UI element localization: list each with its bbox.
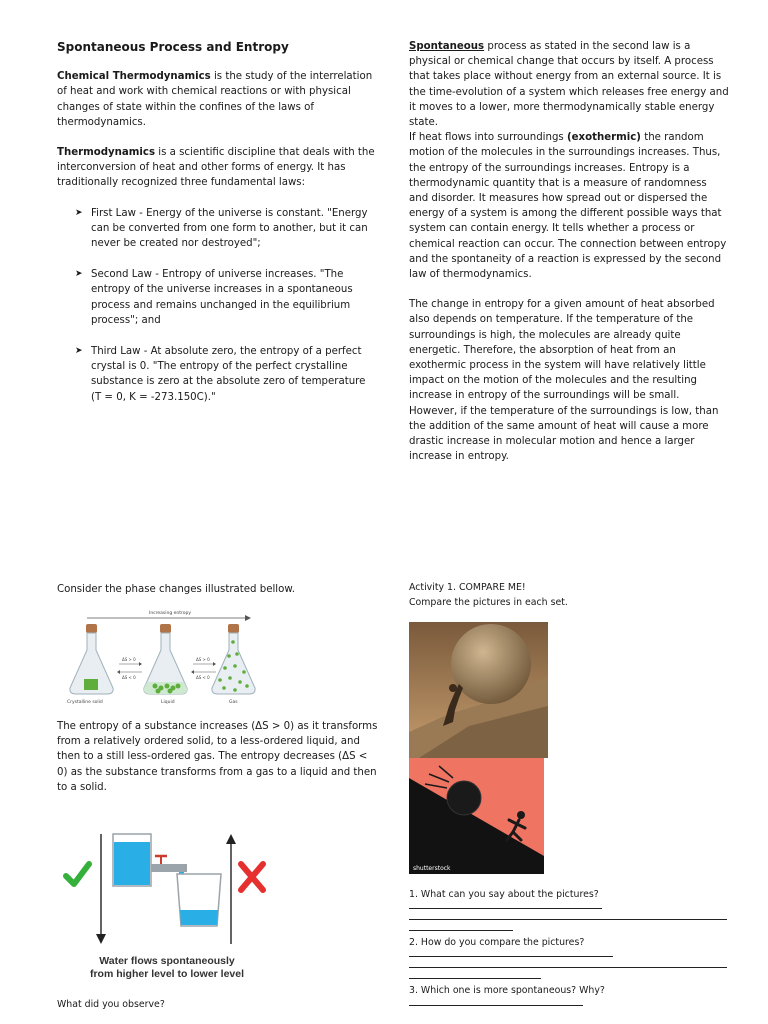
shutterstock-watermark: shutterstock	[413, 865, 451, 872]
cork-icon	[86, 624, 97, 633]
rolling-ball-icon	[447, 781, 481, 815]
thermo-paragraph	[57, 145, 379, 191]
upper-water-icon	[114, 842, 150, 885]
delta-s-positive-1: ΔS > 0	[122, 657, 136, 662]
spontaneous-text: process as stated in the second law is a physical or chemical change that occurs by itself. A process that takes place without energy from an external source. It is the time-evolution of a system which releases free energy and it moves to a lower, more thermodynamically stable energy state.	[409, 41, 729, 129]
chem-thermo-paragraph	[57, 69, 379, 130]
left-column	[57, 40, 379, 421]
answer-line[interactable]	[409, 1005, 583, 1006]
answer-line[interactable]	[409, 919, 727, 920]
chem-thermo-text: is the study of the interrelation of heat and work with chemical reactions or with physical changes of state within the confines of the laws of thermodynamics.	[57, 71, 373, 128]
spontaneous-paragraph	[409, 39, 729, 130]
ball-chase-photo	[409, 758, 544, 874]
reverse-arrow-icon	[117, 670, 120, 674]
law-item	[57, 344, 371, 405]
activity-title: Activity 1. COMPARE ME!	[409, 582, 526, 593]
cork-icon	[160, 624, 171, 633]
entropy-arrow-label: Increasing entropy	[149, 611, 192, 616]
label-gas: Gas	[229, 700, 238, 705]
law-item	[57, 267, 371, 328]
page-title: Spontaneous Process and Entropy	[57, 40, 289, 54]
spontaneous-term: Spontaneous	[409, 41, 485, 52]
laws-list	[57, 206, 379, 405]
entropy-arrowhead-icon	[245, 615, 251, 621]
delta-s-negative-2: ΔS < 0	[196, 675, 210, 680]
consider-text: Consider the phase changes illustrated bellow.	[57, 584, 295, 595]
reverse-arrow-icon	[191, 670, 194, 674]
chem-thermo-term: Chemical Thermodynamics	[57, 71, 211, 83]
law-text: Second Law - Entropy of universe increases. "The entropy of the universe increases in a spontaneous process and remains unchanged in the equilibrium process"; and	[91, 269, 353, 326]
water-caption-line2: from higher level to lower level	[89, 968, 245, 980]
cross-icon	[241, 864, 263, 890]
law-item	[57, 206, 371, 252]
exothermic-term: (exothermic)	[566, 132, 641, 144]
heat-text-2: the random motion of the molecules in the surroundings increases. Thus, the entropy of the surroundings increases. Entropy is a thermodynamic quantity that is a measure of randomness and disorder. It measures how spread out or dispersed the energy of a system is among the different possible ways that system can contain energy. It tells whether a process or chemical reaction can occur. The connection between entropy and the spontaneity of a reaction is expressed by the second law of thermodynamics.	[409, 132, 727, 281]
answer-line[interactable]	[409, 956, 613, 957]
question-1: 1. What can you say about the pictures?	[409, 889, 599, 900]
arrow-bullet-icon: ➤	[75, 207, 83, 218]
question-3: 3. Which one is more spontaneous? Why?	[409, 985, 605, 997]
entropy-paragraph: The entropy of a substance increases (ΔS > 0) as it transforms from a relatively ordered solid, to a less-ordered liquid, and then to a still less-ordered gas. The entropy decreases (ΔS < 0) as the substance transforms from a gas to a liquid and then to a solid.	[57, 721, 378, 793]
phase-change-figure	[57, 606, 257, 706]
label-crystalline-solid: Crystalline solid	[67, 700, 103, 705]
label-liquid: Liquid	[161, 700, 175, 705]
arrow-bullet-icon: ➤	[75, 269, 83, 280]
answer-line[interactable]	[409, 908, 602, 909]
check-icon	[66, 864, 89, 884]
arrow-bullet-icon: ➤	[75, 346, 83, 357]
down-arrow-icon	[96, 934, 106, 944]
heat-text-1: If heat flows into surroundings	[409, 132, 567, 144]
pipe-icon	[151, 864, 187, 872]
activity-instructions: Compare the pictures in each set.	[409, 597, 568, 608]
cork-icon	[228, 624, 239, 633]
law-text: First Law - Energy of the universe is constant. "Energy can be converted from one form to another, but it can never be created nor destroyed";	[91, 207, 368, 250]
water-flow-figure	[57, 826, 277, 984]
delta-s-negative-1: ΔS < 0	[122, 675, 136, 680]
up-arrow-icon	[226, 834, 236, 844]
change-paragraph: The change in entropy for a given amount of heat absorbed also depends on temperature. If the temperature of the surroundings is high, the molecules are already quite energetic. Therefore, the absorption of heat from an exothermic process in the system will have relatively little impact on the motion of the molecules and the resulting increase in entropy of the surroundings will be small. However, if the temperature of the surroundings is low, than the addition of the same amount of heat will cause a more drastic increase in molecular motion and hence a larger increase in entropy.	[409, 299, 719, 463]
law-text: Third Law - At absolute zero, the entropy of a perfect crystal is 0. "The entropy of the perfect crystalline substance is zero at the absolute zero of temperature (T = 0, K = -273.150C)."	[91, 346, 366, 403]
questions-section	[409, 887, 729, 1006]
delta-s-positive-2: ΔS > 0	[196, 657, 210, 662]
answer-line[interactable]	[409, 978, 541, 979]
crystalline-solid-icon	[84, 679, 98, 690]
right-column	[409, 39, 729, 464]
lower-water-icon	[180, 910, 218, 925]
question-2: 2. How do you compare the pictures?	[409, 937, 585, 949]
forward-arrow-icon	[139, 662, 142, 666]
heat-paragraph	[409, 130, 729, 282]
thermo-text: is a scientific discipline that deals with the interconversion of heat and other forms of energy. It has traditionally recognized three fundamental laws:	[57, 147, 375, 189]
answer-line[interactable]	[409, 967, 727, 968]
observe-question: What did you observe?	[57, 999, 165, 1010]
answer-line[interactable]	[409, 930, 513, 931]
thermo-term: Thermodynamics	[57, 147, 156, 159]
forward-arrow-icon	[213, 662, 216, 666]
boulder-icon	[451, 624, 531, 704]
water-caption-line1: Water flows spontaneously	[99, 955, 235, 967]
boulder-push-photo	[409, 622, 548, 758]
